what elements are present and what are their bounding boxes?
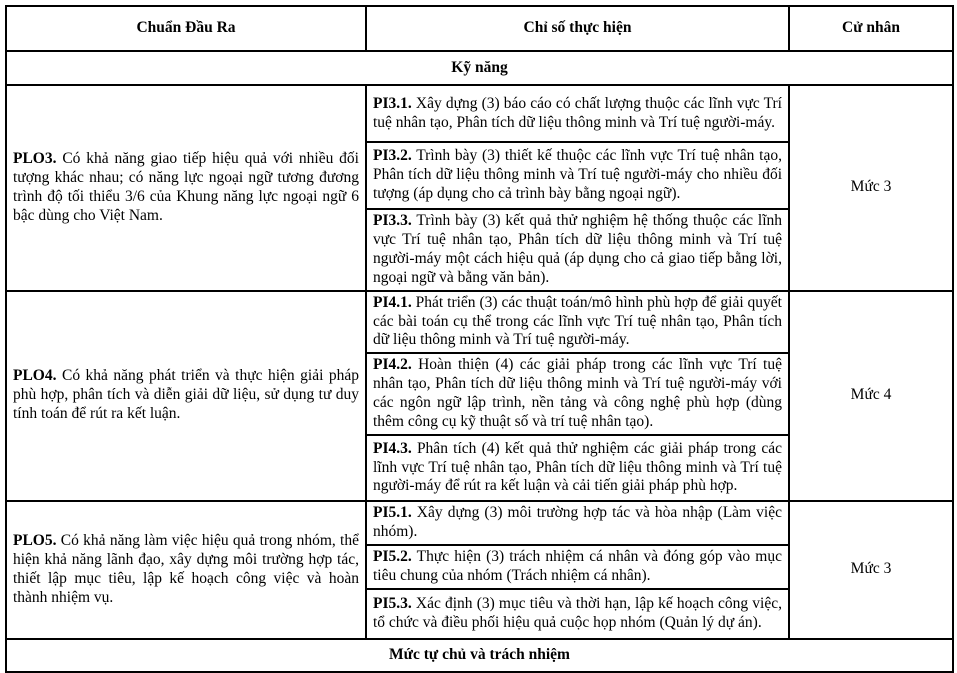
table-row bbox=[6, 501, 953, 545]
section-row-skills bbox=[6, 51, 953, 85]
pi4-1-code: PI4.1. bbox=[373, 293, 412, 311]
pi5-3-cell bbox=[366, 589, 789, 639]
pi3-3-text: Trình bày (3) kết quả thử nghiệm hệ thống thuộc các lĩnh vực Trí tuệ nhân tạo, Phân tích dữ liệu thông minh và Trí tuệ người-máy một cách hiệu quả (áp dụng cho cả giao tiếp bằng lời, ngoại ngữ và bằng văn bản). bbox=[373, 212, 782, 286]
pi4-3-cell bbox=[366, 435, 789, 501]
pi3-2-text: Trình bày (3) thiết kế thuộc các lĩnh vực Trí tuệ nhân tạo, Phân tích dữ liệu thông minh và Trí tuệ người-máy cho nhiều đối tượng (áp dụng cho cả trình bày bằng ngoại ngữ). bbox=[373, 147, 782, 202]
learning-outcomes-table bbox=[5, 5, 954, 673]
section-title-skills: Kỹ năng bbox=[6, 51, 953, 85]
table-header-row bbox=[6, 6, 953, 51]
pi3-3-cell bbox=[366, 209, 789, 291]
header-chi-so-thuc-hien: Chỉ số thực hiện bbox=[366, 6, 789, 51]
plo5-text: Có khả năng làm việc hiệu quả trong nhóm, thể hiện khả năng lãnh đạo, xây dựng môi trường hợp tác, thiết lập mục tiêu, lập kế hoạch công việc và hoàn thành nhiệm vụ. bbox=[13, 531, 359, 606]
pi3-1-text: Xây dựng (3) báo cáo có chất lượng thuộc các lĩnh vực Trí tuệ nhân tạo, Phân tích dữ liệu thông minh và Trí tuệ người-máy. bbox=[373, 94, 782, 131]
pi5-3-text: Xác định (3) mục tiêu và thời hạn, lập kế hoạch công việc, tổ chức và điều phối hiệu quả cuộc họp nhóm (Quản lý dự án). bbox=[373, 594, 782, 631]
pi4-1-text: Phát triển (3) các thuật toán/mô hình phù hợp để giải quyết các bài toán cụ thể trong các lĩnh vực Trí tuệ nhân tạo, Phân tích dữ liệu thông minh và Trí tuệ người-máy. bbox=[373, 293, 782, 349]
plo3-text: Có khả năng giao tiếp hiệu quả với nhiều đối tượng khác nhau; có năng lực ngoại ngữ tương đương trình độ tối thiểu 3/6 của Khung năng lực ngoại ngữ 6 bậc dùng cho Việt Nam. bbox=[13, 150, 359, 224]
header-chuan-dau-ra: Chuẩn Đầu Ra bbox=[6, 6, 366, 51]
pi4-1-cell bbox=[366, 291, 789, 354]
plo4-code: PLO4. bbox=[13, 367, 57, 385]
plo4-level-cell: Mức 4 bbox=[789, 291, 953, 501]
pi3-2-cell bbox=[366, 142, 789, 209]
pi5-2-code: PI5.2. bbox=[373, 547, 412, 565]
pi5-1-cell bbox=[366, 501, 789, 545]
plo4-text: Có khả năng phát triển và thực hiện giải pháp phù hợp, phân tích và diễn giải dữ liệu, sử dụng tư duy tính toán để rút ra kết luận. bbox=[13, 367, 359, 423]
plo5-cell bbox=[6, 501, 366, 639]
pi5-1-text: Xây dựng (3) môi trường hợp tác và hòa nhập (Làm việc nhóm). bbox=[373, 503, 782, 540]
pi3-1-code: PI3.1. bbox=[373, 94, 412, 112]
pi5-2-text: Thực hiện (3) trách nhiệm cá nhân và đóng góp vào mục tiêu chung của nhóm (Trách nhiệm cá nhân). bbox=[373, 547, 782, 584]
pi4-3-text: Phân tích (4) kết quả thử nghiệm các giải pháp trong các lĩnh vực Trí tuệ nhân tạo, Phân tích dữ liệu thông minh và Trí tuệ người-máy để rút ra kết luận và cải tiến giải pháp phù hợp. bbox=[373, 439, 782, 495]
plo3-level-cell: Mức 3 bbox=[789, 85, 953, 291]
pi4-2-text: Hoàn thiện (4) các giải pháp trong các lĩnh vực Trí tuệ nhân tạo, Phân tích dữ liệu thông minh và Trí tuệ người-máy với các ngôn ngữ lập trình, nền tảng và công nghệ phù hợp (dùng thêm công cụ kỹ thuật số và trí tuệ nhân tạo). bbox=[373, 356, 782, 431]
header-cu-nhan: Cử nhân bbox=[789, 6, 953, 51]
pi3-3-code: PI3.3. bbox=[373, 212, 412, 229]
pi4-2-cell bbox=[366, 353, 789, 435]
table-row bbox=[6, 291, 953, 354]
section-title-autonomy: Mức tự chủ và trách nhiệm bbox=[6, 639, 953, 672]
pi4-2-code: PI4.2. bbox=[373, 356, 412, 374]
pi5-3-code: PI5.3. bbox=[373, 594, 412, 612]
pi3-2-code: PI3.2. bbox=[373, 147, 412, 165]
pi5-1-code: PI5.1. bbox=[373, 503, 412, 521]
pi5-2-cell bbox=[366, 545, 789, 589]
pi4-3-code: PI4.3. bbox=[373, 439, 412, 457]
plo4-cell bbox=[6, 291, 366, 501]
table-row bbox=[6, 85, 953, 142]
plo5-code: PLO5. bbox=[13, 531, 57, 549]
section-row-autonomy bbox=[6, 639, 953, 672]
plo5-level-cell: Mức 3 bbox=[789, 501, 953, 639]
plo3-cell bbox=[6, 85, 366, 291]
pi3-1-cell bbox=[366, 85, 789, 142]
plo3-code: PLO3. bbox=[13, 150, 57, 167]
